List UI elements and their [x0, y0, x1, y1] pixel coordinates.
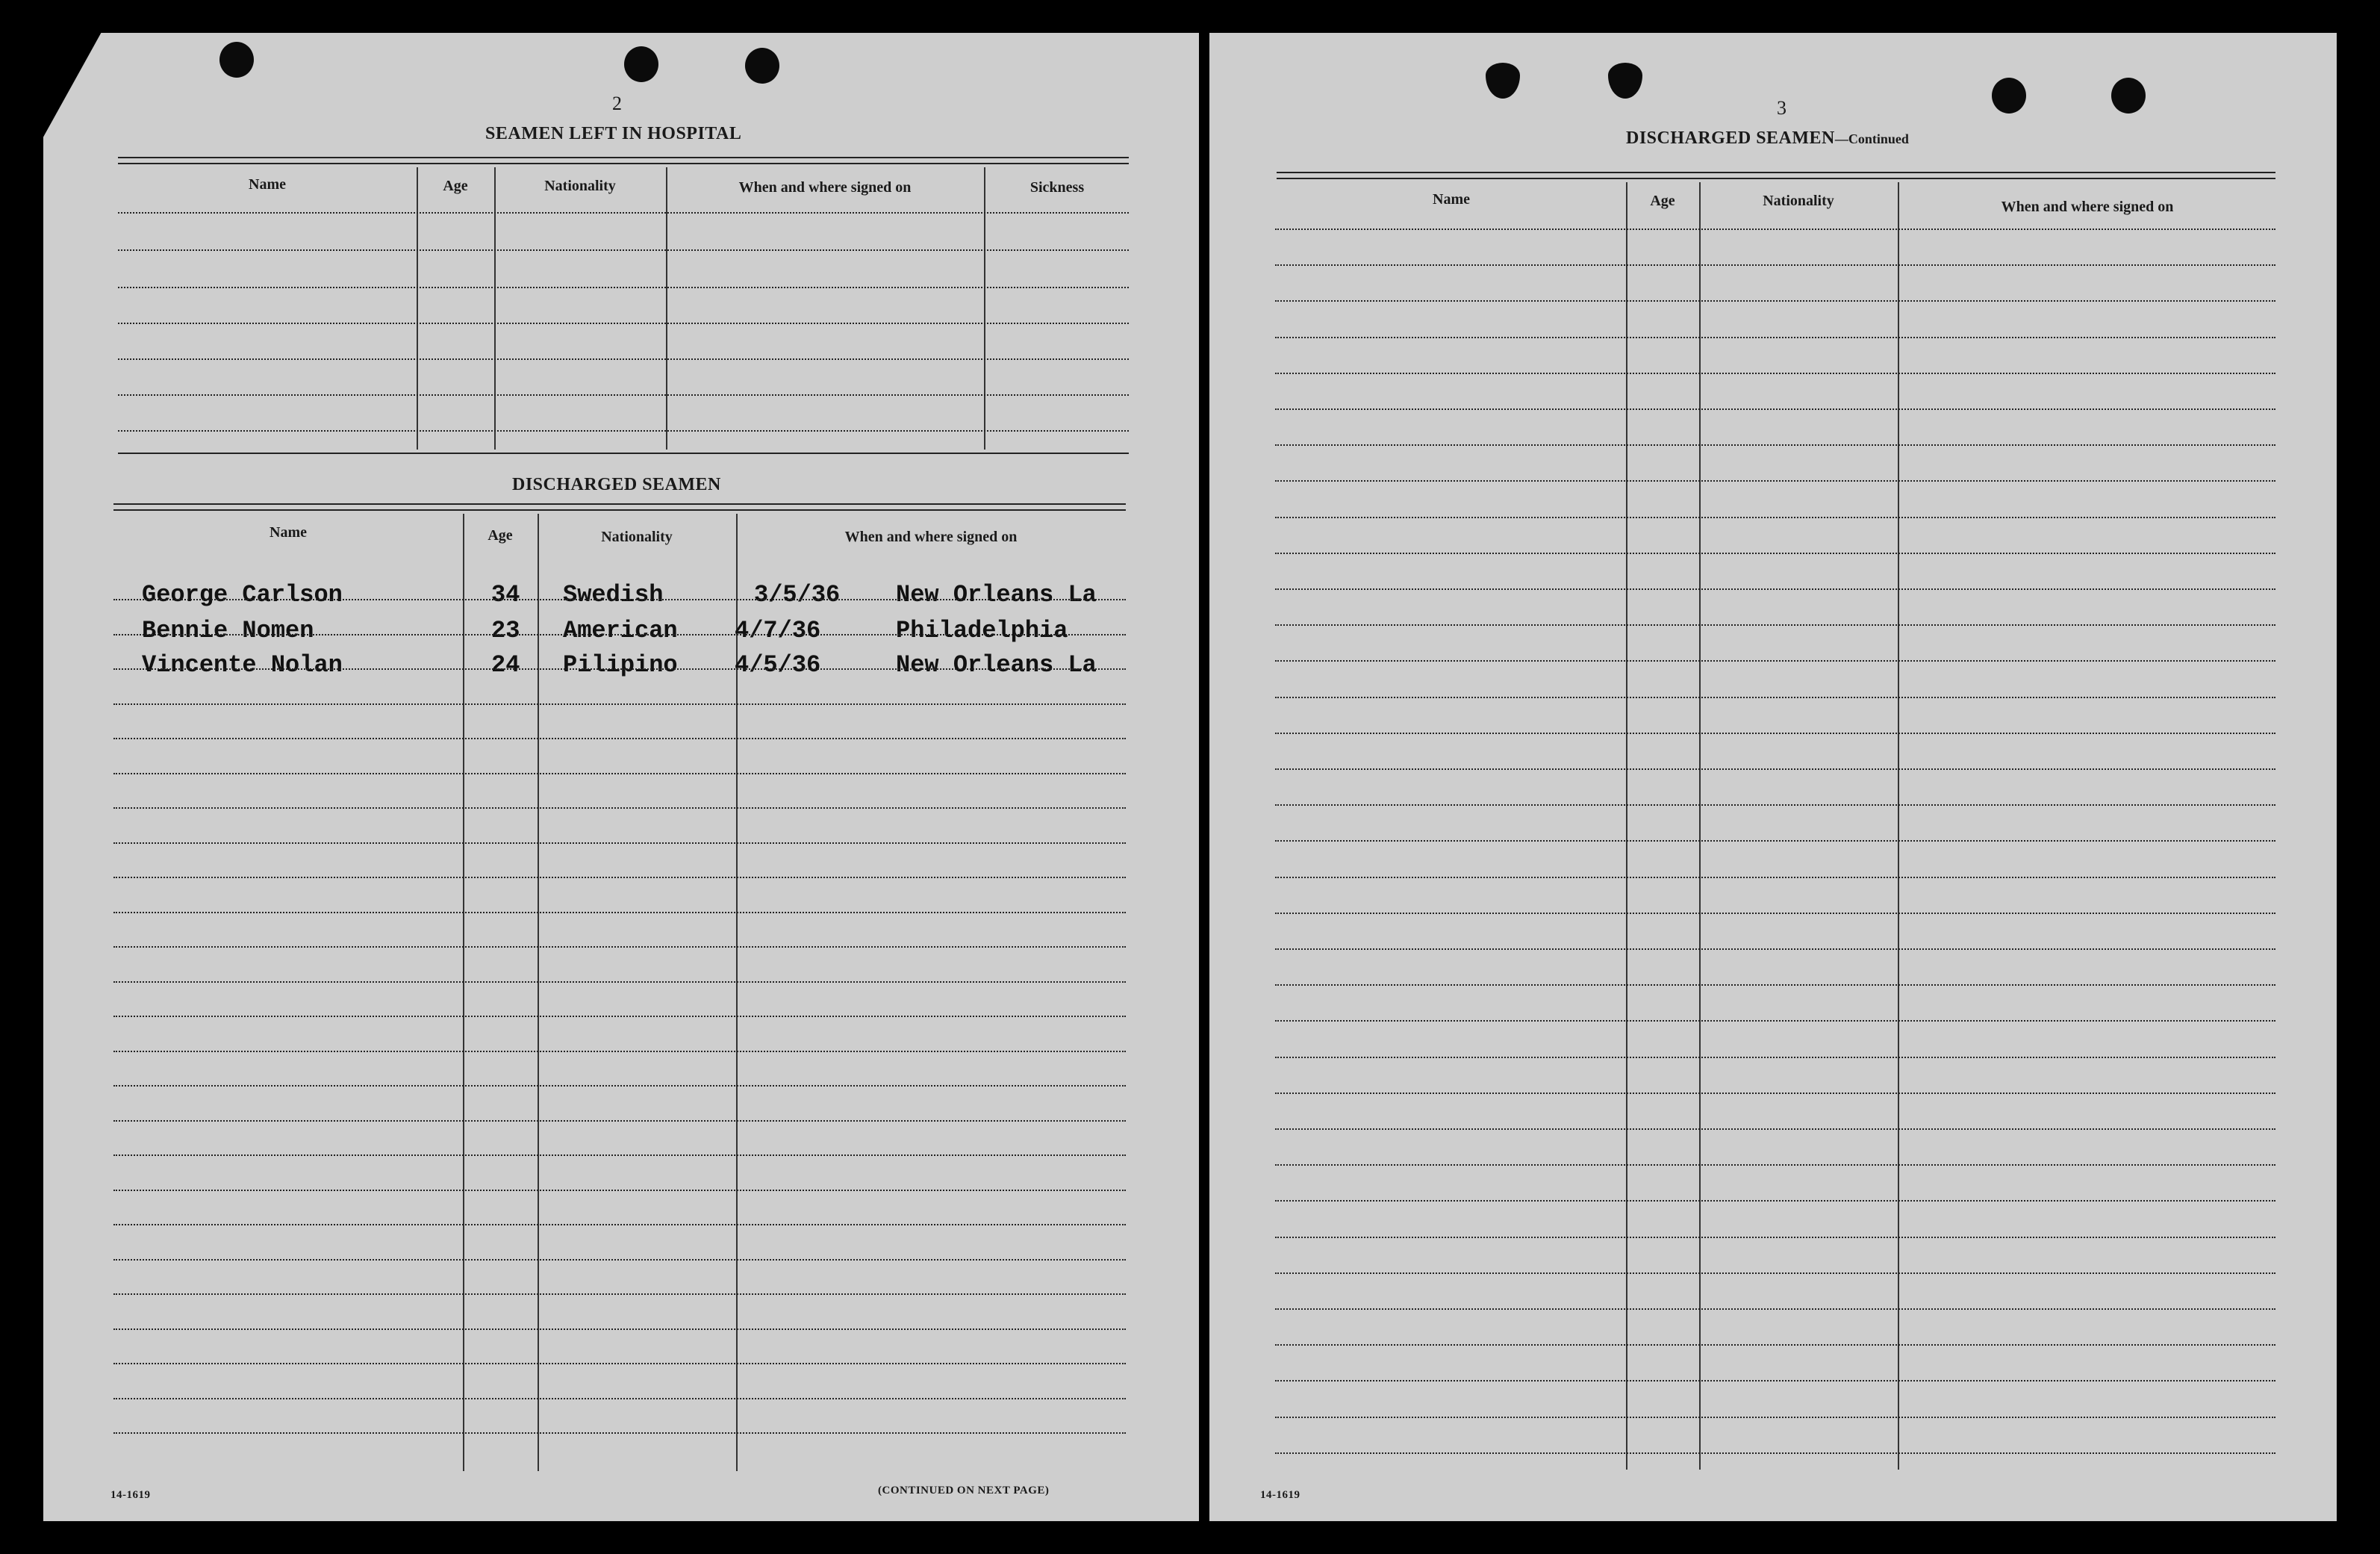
table-rule	[113, 503, 1126, 505]
row-line	[1275, 1164, 2275, 1166]
row-line	[113, 599, 1126, 600]
row-line	[1275, 877, 2275, 878]
row-line	[118, 358, 1129, 360]
row-line	[1275, 408, 2275, 410]
row-line	[113, 1432, 1126, 1434]
seaman-name: Bennie Nomen	[142, 617, 314, 644]
seaman-age: 34	[491, 581, 520, 609]
discharged-section-title: DISCHARGED SEAMEN	[512, 475, 721, 494]
row-line	[113, 703, 1126, 705]
row-line	[113, 981, 1126, 983]
punch-hole	[219, 42, 254, 78]
seaman-age: 24	[491, 651, 520, 679]
column-header-age: Age	[487, 527, 513, 544]
row-line	[1275, 480, 2275, 482]
page-number: 3	[1777, 97, 1786, 119]
row-line	[1275, 1380, 2275, 1381]
column-divider	[1898, 182, 1899, 1470]
row-line	[113, 1398, 1126, 1399]
signed-on-date: 4/7/36	[735, 617, 821, 644]
row-line	[1275, 373, 2275, 374]
column-header-signed-on: When and where signed on	[738, 179, 912, 196]
row-line	[1275, 1020, 2275, 1022]
row-line	[1275, 840, 2275, 842]
row-line	[1275, 1093, 2275, 1094]
row-line	[1275, 1128, 2275, 1130]
seaman-nationality: Pilipino	[563, 651, 678, 679]
row-line	[1275, 1237, 2275, 1238]
punch-hole	[1992, 78, 2026, 114]
row-line	[113, 807, 1126, 809]
row-line	[1275, 517, 2275, 518]
column-divider	[494, 167, 496, 450]
row-line	[113, 1120, 1126, 1122]
row-line	[118, 430, 1129, 432]
left-page	[43, 33, 1199, 1521]
row-line	[1275, 1344, 2275, 1346]
signed-on-date: 3/5/36	[754, 581, 841, 609]
row-line	[113, 1051, 1126, 1052]
signed-on-place: New Orleans La	[896, 581, 1097, 609]
row-line	[1275, 984, 2275, 986]
row-line	[113, 1259, 1126, 1261]
row-line	[1275, 1272, 2275, 1274]
column-divider	[1699, 182, 1701, 1470]
table-rule	[118, 163, 1129, 164]
column-divider	[417, 167, 418, 450]
row-line	[113, 773, 1126, 774]
row-line	[1275, 948, 2275, 950]
row-line	[113, 912, 1126, 913]
row-line	[118, 249, 1129, 251]
column-header-age: Age	[443, 178, 468, 194]
table-rule	[118, 157, 1129, 158]
column-divider	[984, 167, 985, 450]
column-header-signed-on: When and where signed on	[844, 529, 1018, 545]
row-line	[1275, 1057, 2275, 1058]
continued-note: (CONTINUED ON NEXT PAGE)	[878, 1485, 1050, 1496]
section-title-suffix: —Continued	[1834, 131, 1909, 146]
signed-on-place: New Orleans La	[896, 651, 1097, 679]
seaman-nationality: American	[563, 617, 678, 644]
row-line	[1275, 804, 2275, 806]
row-line	[1275, 1200, 2275, 1202]
row-line	[113, 1016, 1126, 1017]
row-line	[118, 394, 1129, 396]
row-line	[113, 1328, 1126, 1330]
row-line	[1275, 553, 2275, 554]
row-line	[1275, 624, 2275, 626]
row-line	[1275, 1452, 2275, 1454]
signed-on-date: 4/5/36	[735, 651, 821, 679]
row-line	[113, 668, 1126, 670]
row-line	[1275, 444, 2275, 446]
column-header-name: Name	[249, 176, 286, 193]
punch-hole	[745, 48, 779, 84]
row-line	[113, 877, 1126, 878]
column-header-name: Name	[270, 524, 307, 541]
section-title: DISCHARGED SEAMEN	[1626, 128, 1835, 148]
row-line	[113, 946, 1126, 948]
row-line	[1275, 733, 2275, 734]
row-line	[113, 1190, 1126, 1191]
row-line	[1275, 300, 2275, 302]
column-divider	[666, 167, 667, 450]
column-header-nationality: Nationality	[601, 529, 673, 545]
table-rule	[118, 453, 1129, 454]
page-number: 2	[612, 93, 622, 114]
form-number: 14-1619	[1260, 1489, 1300, 1501]
punch-hole	[2111, 78, 2146, 114]
column-header-sickness: Sickness	[1029, 179, 1085, 196]
column-header-nationality: Nationality	[544, 178, 616, 194]
seaman-name: George Carlson	[142, 581, 343, 609]
table-rule	[113, 509, 1126, 511]
column-header-signed-on: When and where signed on	[2001, 199, 2174, 215]
row-line	[113, 634, 1126, 635]
seaman-name: Vincente Nolan	[142, 651, 343, 679]
row-line	[1275, 697, 2275, 698]
column-header-nationality: Nationality	[1763, 193, 1834, 209]
row-line	[1275, 660, 2275, 662]
row-line	[1275, 913, 2275, 914]
seaman-age: 23	[491, 617, 520, 644]
column-divider	[1626, 182, 1627, 1470]
row-line	[1275, 229, 2275, 230]
row-line	[118, 287, 1129, 288]
continued-section-title	[1626, 128, 1909, 149]
row-line	[113, 1363, 1126, 1364]
right-page	[1209, 33, 2337, 1521]
hospital-section-title: SEAMEN LEFT IN HOSPITAL	[485, 124, 742, 143]
table-rule	[1277, 172, 2275, 173]
row-line	[113, 842, 1126, 844]
row-line	[118, 212, 1129, 214]
row-line	[1275, 337, 2275, 338]
row-line	[113, 1085, 1126, 1087]
punch-hole	[624, 46, 658, 82]
signed-on-place: Philadelphia	[896, 617, 1068, 644]
row-line	[113, 738, 1126, 739]
row-line	[1275, 768, 2275, 770]
row-line	[1275, 588, 2275, 590]
form-number: 14-1619	[110, 1489, 151, 1501]
row-line	[1275, 1308, 2275, 1310]
row-line	[1275, 1417, 2275, 1418]
row-line	[118, 323, 1129, 324]
table-rule	[1277, 178, 2275, 179]
row-line	[113, 1293, 1126, 1295]
row-line	[1275, 264, 2275, 266]
row-line	[113, 1224, 1126, 1225]
row-line	[113, 1154, 1126, 1156]
column-header-name: Name	[1433, 191, 1470, 208]
column-header-age: Age	[1650, 193, 1675, 209]
seaman-nationality: Swedish	[563, 581, 664, 609]
